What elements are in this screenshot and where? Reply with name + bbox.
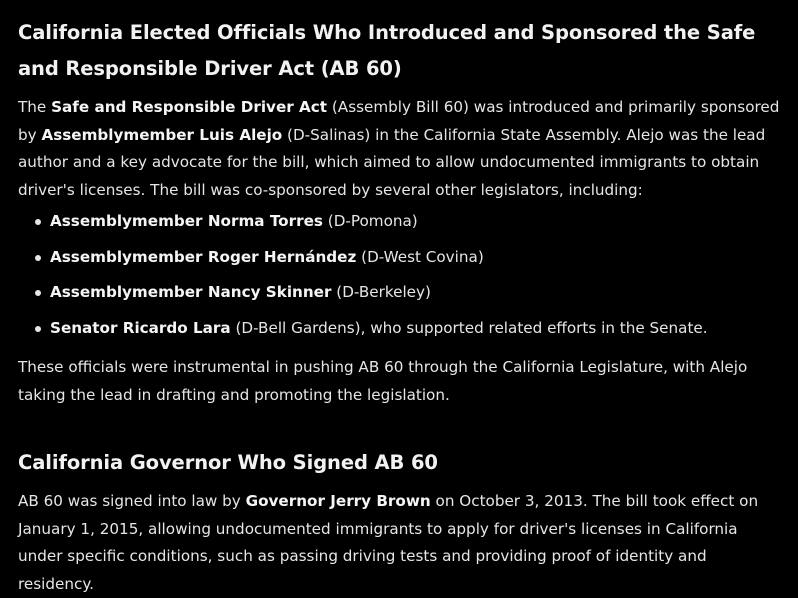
cosponsor-name: Assemblymember Roger Hernández	[50, 247, 357, 266]
bullet-icon	[35, 219, 41, 225]
section-heading-sponsors: California Elected Officials Who Introduced and Sponsored the Safe and Responsible Driver Act (AB 60)	[18, 21, 756, 80]
act-name: Safe and Responsible Driver Act	[51, 98, 328, 116]
cosponsor-name: Assemblymember Nancy Skinner	[50, 283, 332, 301]
governor-name: Governor Jerry Brown	[245, 492, 431, 510]
cosponsor-detail: (D-West Covina)	[356, 247, 484, 266]
cosponsor-name: Assemblymember Norma Torres	[50, 212, 323, 230]
intro-paragraph	[18, 94, 780, 204]
list-item	[32, 311, 780, 347]
governor-paragraph	[18, 488, 780, 598]
list-item	[32, 275, 780, 311]
lead-sponsor-name: Assemblymember Luis Alejo	[41, 125, 283, 144]
list-item	[32, 204, 780, 240]
cosponsor-list	[18, 204, 780, 346]
bullet-icon	[35, 290, 41, 296]
cosponsor-detail: (D-Bell Gardens), who supported related efforts in the Senate.	[230, 318, 708, 337]
intro-text-2: (Assembly Bill 60) was introduced and primarily sponsored by	[18, 98, 780, 144]
bullet-icon	[35, 326, 41, 332]
governor-text-2: on October 3, 2013. The bill took effect on January 1, 2015, allowing undocumented immigrants to apply for driver's licenses in California under specific conditions, such as passing driving tests and providing proof of identity and residency.	[18, 492, 759, 593]
cosponsor-name: Senator Ricardo Lara	[50, 318, 231, 337]
section-heading-governor: California Governor Who Signed AB 60	[18, 451, 438, 474]
list-item	[32, 240, 780, 276]
cosponsor-detail: (D-Berkeley)	[331, 283, 431, 301]
intro-text-1: The	[18, 98, 52, 116]
intro-text-3: (D-Salinas) in the California State Assembly. Alejo was the lead author and a key advocate for the bill, which aimed to allow undocumented immigrants to obtain driver's licenses. The bill was co-sponsored by several other legislators, including:	[18, 125, 766, 199]
bullet-icon	[35, 255, 41, 261]
cosponsor-detail: (D-Pomona)	[322, 212, 418, 230]
summary-paragraph: These officials were instrumental in pushing AB 60 through the California Legislature, with Alejo taking the lead in drafting and promoting the legislation.	[18, 358, 748, 404]
governor-text-1: AB 60 was signed into law by	[18, 492, 246, 510]
